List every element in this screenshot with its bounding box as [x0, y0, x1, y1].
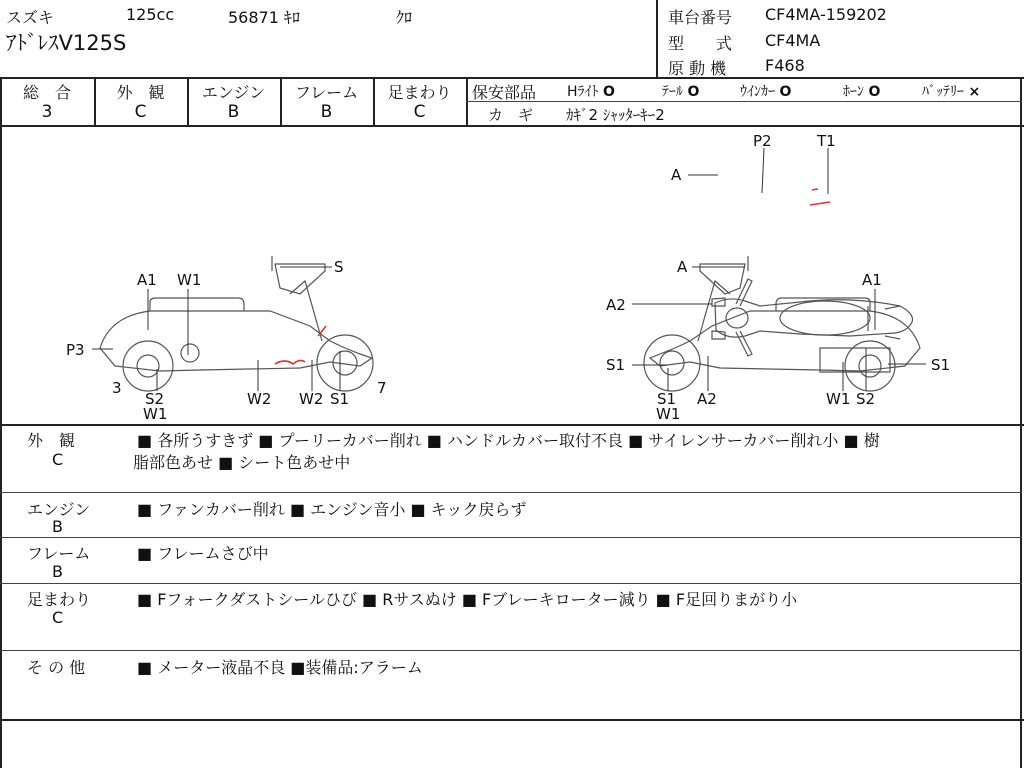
engine-model-label: 原 動 機 [668, 59, 727, 78]
label-left-p3: P3 [66, 341, 85, 359]
remark-category: エンジン [27, 500, 91, 519]
remark-grade: C [52, 450, 64, 469]
label-left-w1b: W1 [143, 405, 168, 423]
label-right-w1a: W1 [656, 405, 681, 423]
color: ｸﾛ [396, 8, 413, 27]
suspension-grade-label: 足まわり [387, 83, 452, 102]
overall-label: 総 合 [22, 83, 71, 102]
label-left-w2a: W2 [247, 390, 272, 408]
label-left-7: 7 [377, 379, 387, 397]
remark-text: ■ メーター液晶不良 ■装備品:アラーム [137, 658, 423, 677]
safety-label: 保安部品 [472, 83, 537, 102]
label-left-s1: S1 [330, 390, 350, 408]
exterior-label: 外 観 [116, 83, 165, 102]
label-right-s1a: S1 [606, 356, 626, 374]
type-value: CF4MA [765, 31, 821, 50]
label-right-s2: S2 [856, 390, 876, 408]
label-left-s: S [334, 258, 344, 276]
remark-text-cont: 脂部色あせ ■ シート色あせ中 [133, 453, 351, 472]
maker: スズキ [6, 8, 55, 27]
overall-value: 3 [41, 102, 53, 122]
label-right-a2b: A2 [697, 390, 717, 408]
remark-category: 外 観 [27, 431, 76, 450]
type-label: 型 式 [668, 34, 733, 53]
label-top-t1: T1 [817, 132, 836, 150]
remark-category: そ の 他 [27, 658, 86, 677]
label-left-3: 3 [112, 379, 122, 397]
label-left-w2b: W2 [299, 390, 324, 408]
label-right-a1: A1 [862, 271, 882, 289]
displacement: 125cc [126, 5, 175, 24]
remark-grade: B [52, 517, 63, 536]
engine-grade-label: エンジン [201, 83, 266, 102]
label-left-s2: S2 [145, 390, 165, 408]
frame-grade-label: フレーム [294, 83, 359, 102]
remark-text: ■ フレームさび中 [137, 544, 269, 563]
engine-grade-value: B [227, 102, 240, 122]
label-left-w1: W1 [177, 271, 202, 289]
frame-grade-value: B [320, 102, 333, 122]
label-right-a2: A2 [606, 296, 626, 314]
safety-item-winker: ｳｲﾝｶｰ O [740, 84, 792, 100]
model-name: ｱﾄﾞﾚｽV125S [6, 31, 127, 55]
key-label: カ ギ [488, 106, 534, 124]
key-value: ｶｷﾞ2 ｼｬｯﾀｰｷｰ2 [566, 106, 665, 124]
safety-item-horn: ﾎｰﾝ O [843, 84, 881, 100]
label-right-w1b: W1 [826, 390, 851, 408]
suspension-grade-value: C [413, 102, 426, 122]
label-top-p2: P2 [753, 132, 772, 150]
safety-item-headlight: Hﾗｲﾄ O [567, 84, 615, 100]
remark-grade: B [52, 562, 63, 581]
remark-text: ■ Fフォークダストシールひび ■ Rサスぬけ ■ Fブレーキローター減り ■ F足回りまがり小 [137, 590, 798, 609]
frame-no: CF4MA-159202 [765, 5, 887, 24]
remark-text: ■ 各所うすきず ■ プーリーカバー削れ ■ ハンドルカバー取付不良 ■ サイレンサーカバー削れ小 ■ 樹 [137, 431, 880, 450]
label-top-a: A [671, 166, 682, 184]
callout-lines [92, 148, 926, 391]
safety-item-tail: ﾃｰﾙ O [662, 84, 700, 100]
label-right-a: A [677, 258, 688, 276]
remark-text: ■ ファンカバー削れ ■ エンジン音小 ■ キック戻らず [137, 500, 527, 519]
exterior-value: C [134, 102, 147, 122]
safety-item-battery: ﾊﾞｯﾃﾘｰ × [922, 84, 981, 100]
engine-model-value: F468 [765, 56, 805, 75]
label-right-s1c: S1 [931, 356, 951, 374]
remark-category: フレーム [27, 544, 91, 563]
frame-no-label: 車台番号 [668, 8, 733, 27]
remark-grade: C [52, 608, 64, 627]
mileage: 56871 ｷﾛ [228, 8, 300, 27]
remark-category: 足まわり [27, 590, 92, 609]
label-right-s1b: S1 [657, 390, 677, 408]
label-left-a1: A1 [137, 271, 157, 289]
